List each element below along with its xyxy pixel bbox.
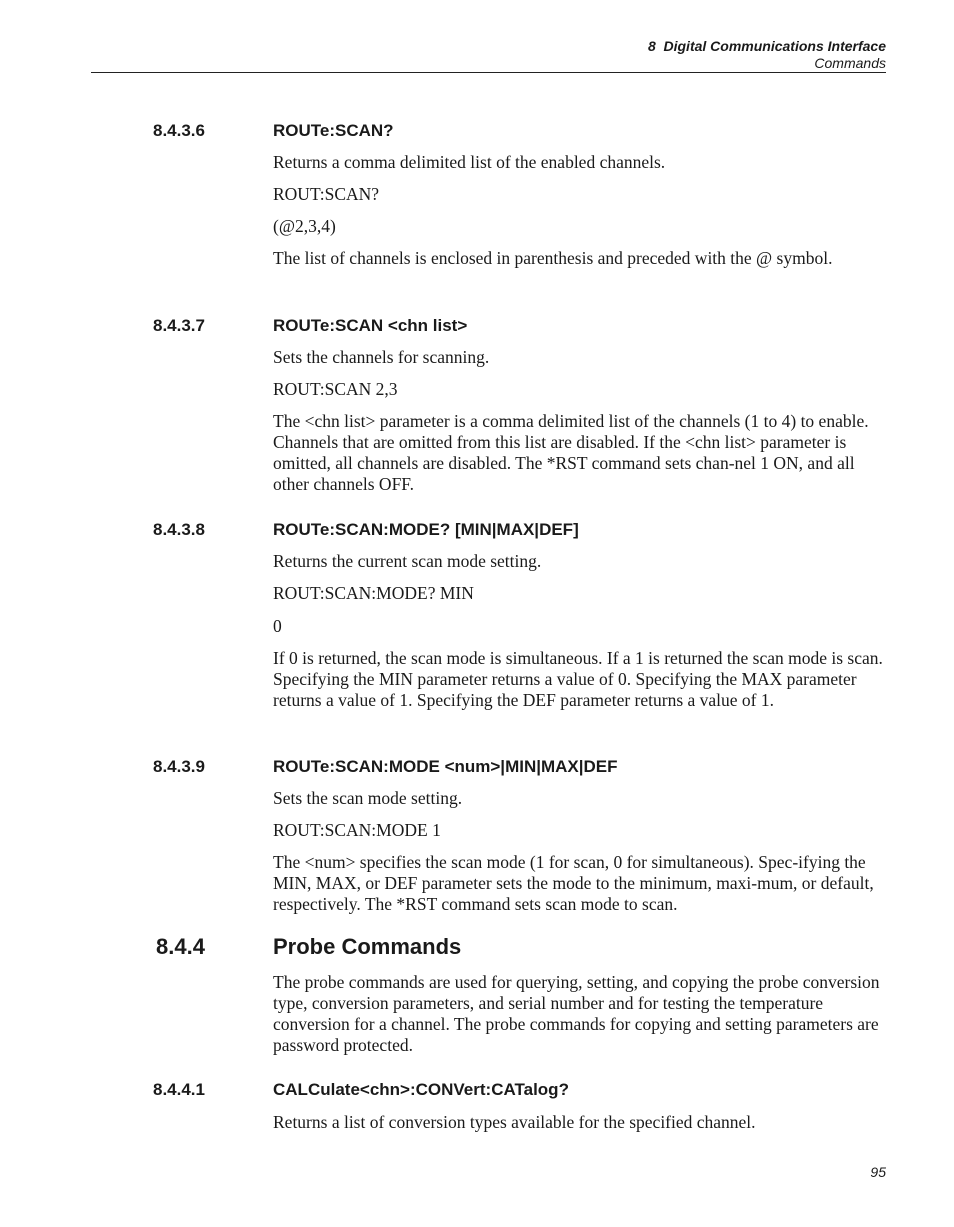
paragraph: The <num> specifies the scan mode (1 for scan, 0 for simultaneous). Spec-ifying the MIN, MAX, or DEF parameter sets the mode to the minimum, maxi-mum, or default, respectively. The *RST command sets scan mode to scan. bbox=[273, 852, 874, 914]
paragraph: (@2,3,4) bbox=[273, 216, 336, 236]
section-number: 8.4.4.1 bbox=[153, 1080, 205, 1099]
section-number: 8.4.3.8 bbox=[153, 520, 205, 539]
section-number: 8.4.3.6 bbox=[153, 121, 205, 140]
section-title: CALCulate<chn>:CONVert:CATalog? bbox=[273, 1080, 569, 1099]
paragraph: ROUT:SCAN:MODE 1 bbox=[273, 820, 441, 840]
running-header bbox=[648, 38, 886, 72]
header-section: Commands bbox=[814, 55, 886, 71]
paragraph: 0 bbox=[273, 616, 282, 636]
paragraph: The <chn list> parameter is a comma delimited list of the channels (1 to 4) to enable. Channels that are omitted from this list are disabled. If the <chn list> parameter is omitted, all channels are disabled. The *RST command sets chan-nel 1 ON, and all other channels OFF. bbox=[273, 411, 869, 494]
section-number: 8.4.3.9 bbox=[153, 757, 205, 776]
paragraph: Sets the channels for scanning. bbox=[273, 347, 490, 367]
paragraph: The probe commands are used for querying, setting, and copying the probe conversion type, conversion parameters, and serial number and for testing the temperature conversion for a channel. The probe commands for copying and setting parameters are password protected. bbox=[273, 972, 880, 1055]
section-title: Probe Commands bbox=[273, 934, 462, 959]
section-title: ROUTe:SCAN:MODE? [MIN|MAX|DEF] bbox=[273, 520, 579, 539]
section-number: 8.4.3.7 bbox=[153, 316, 205, 335]
header-rule bbox=[91, 72, 886, 73]
paragraph: If 0 is returned, the scan mode is simultaneous. If a 1 is returned the scan mode is scan. Specifying the MIN parameter returns a value of 0. Specifying the MAX parameter returns a value of 1. Specifying the DEF parameter returns a value of 1. bbox=[273, 648, 883, 710]
paragraph: ROUT:SCAN:MODE? MIN bbox=[273, 583, 474, 603]
section-title: ROUTe:SCAN:MODE <num>|MIN|MAX|DEF bbox=[273, 757, 618, 776]
paragraph: ROUT:SCAN 2,3 bbox=[273, 379, 398, 399]
paragraph: Returns the current scan mode setting. bbox=[273, 551, 542, 571]
section-number: 8.4.4 bbox=[156, 934, 205, 959]
paragraph: ROUT:SCAN? bbox=[273, 184, 380, 204]
header-chapter: 8 Digital Communications Interface bbox=[647, 38, 886, 54]
section-title: ROUTe:SCAN <chn list> bbox=[273, 316, 468, 335]
paragraph: Sets the scan mode setting. bbox=[273, 788, 463, 808]
paragraph: Returns a comma delimited list of the enabled channels. bbox=[273, 152, 666, 172]
paragraph: The list of channels is enclosed in parenthesis and preceded with the @ symbol. bbox=[273, 248, 833, 268]
section-title: ROUTe:SCAN? bbox=[273, 121, 394, 140]
page-number: 95 bbox=[870, 1164, 886, 1180]
paragraph: Returns a list of conversion types available for the specified channel. bbox=[273, 1112, 756, 1132]
